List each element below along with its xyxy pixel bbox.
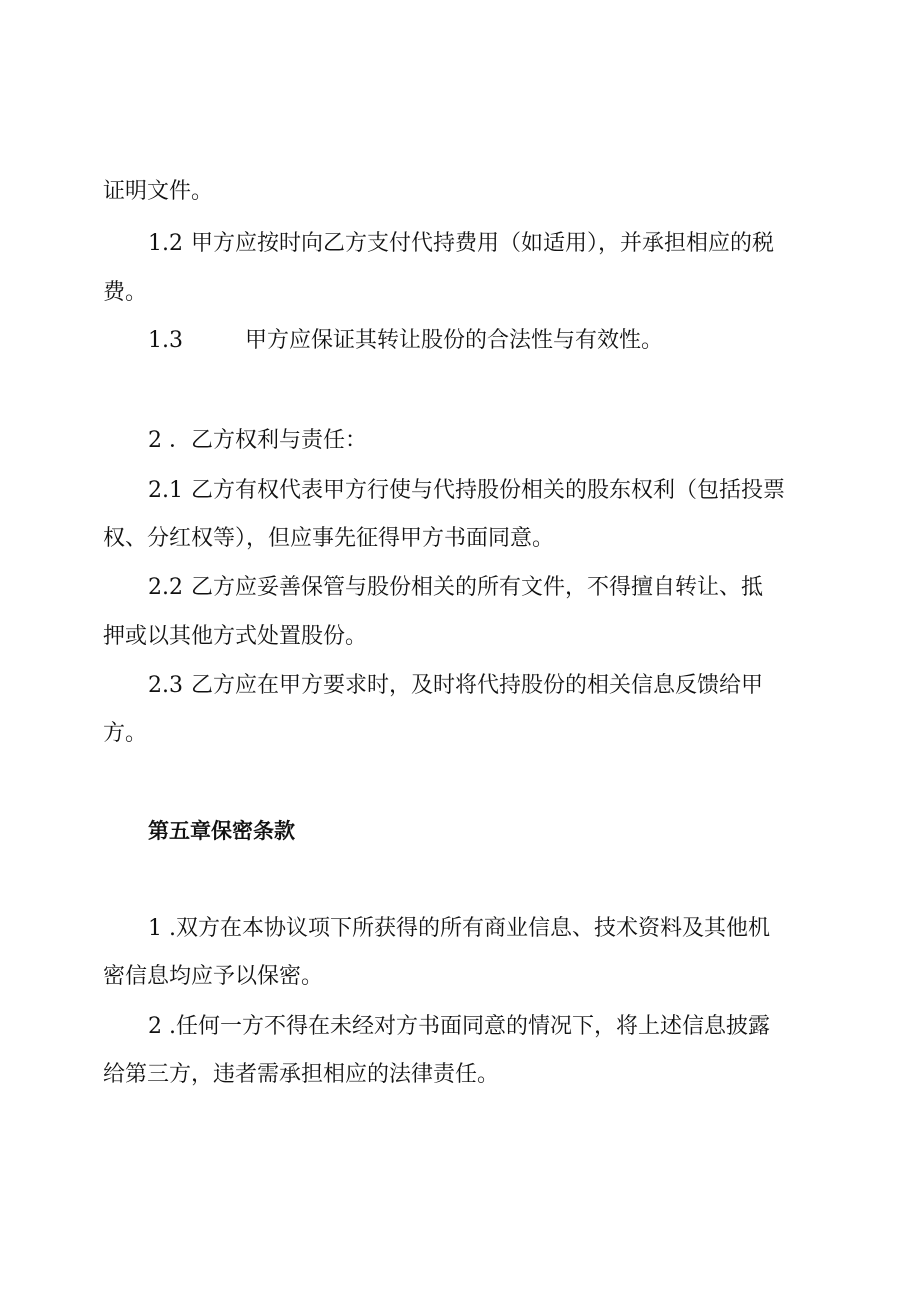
clause-1-2 — [148, 230, 774, 258]
item-text: 1 .双方在本协议项下所获得的所有商业信息、技术资料及其他机 — [148, 916, 770, 941]
paragraph-line — [103, 720, 147, 748]
clause-2-1 — [148, 477, 785, 505]
section-title-text: 2 ．乙方权利与责任： — [148, 428, 367, 453]
clause-text: 乙方应妥善保管与股份相关的所有文件，不得擅自转让、抵 — [191, 575, 764, 600]
line-text: 给第三方，违者需承担相应的法律责任。 — [103, 1062, 500, 1087]
clause-number: 1.2 — [148, 231, 183, 256]
paragraph-line — [103, 963, 323, 991]
line-text: 密信息均应予以保密。 — [103, 964, 324, 989]
paragraph-line — [103, 525, 554, 553]
section-2-title — [148, 427, 367, 455]
clause-text: 甲方应按时向乙方支付代持费用（如适用），并承担相应的税 — [191, 231, 775, 256]
clause-text: 乙方应在甲方要求时，及时将代持股份的相关信息反馈给甲 — [191, 673, 764, 698]
line-text: 权、分红权等），但应事先征得甲方书面同意。 — [103, 526, 555, 551]
chapter-heading-text: 第五章保密条款 — [148, 819, 295, 843]
clause-text: 乙方有权代表甲方行使与代持股份相关的股东权利（包括投票 — [191, 478, 786, 503]
clause-2-3 — [148, 672, 763, 700]
confidentiality-item-1 — [148, 915, 770, 943]
clause-number: 1.3 — [148, 328, 183, 353]
line-text: 费。 — [103, 280, 148, 305]
line-text: 证明文件。 — [103, 179, 214, 204]
paragraph-line — [103, 623, 367, 651]
chapter-heading — [148, 817, 295, 845]
clause-number: 2.3 — [148, 673, 183, 698]
clause-number: 2.1 — [148, 478, 183, 503]
item-text: 2 .任何一方不得在未经对方书面同意的情况下，将上述信息披露 — [148, 1014, 770, 1039]
paragraph-line — [103, 279, 147, 307]
clause-2-2 — [148, 574, 763, 602]
paragraph-line — [103, 178, 213, 206]
line-text: 方。 — [103, 721, 148, 746]
clause-text: 甲方应保证其转让股份的合法性与有效性。 — [245, 328, 664, 353]
paragraph-line — [103, 1061, 499, 1089]
clause-number: 2.2 — [148, 575, 183, 600]
line-text: 押或以其他方式处置股份。 — [103, 624, 368, 649]
confidentiality-item-2 — [148, 1013, 770, 1041]
clause-1-3 — [148, 327, 663, 355]
